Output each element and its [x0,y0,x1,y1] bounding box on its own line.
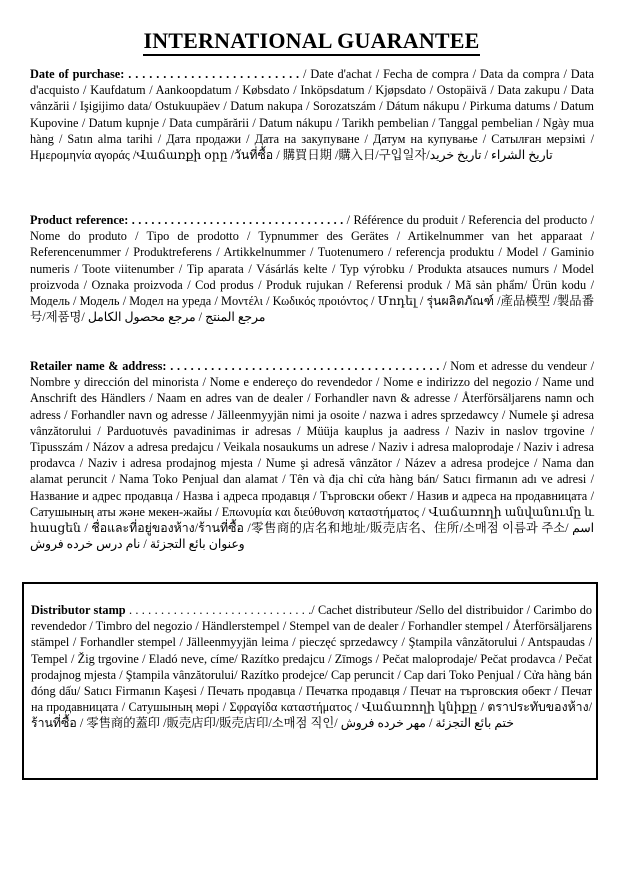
page-title-text: INTERNATIONAL GUARANTEE [143,28,479,56]
distributor-stamp-translations: . . . . . . . . . . . . . . . . . . . . . . . . . . . . ./ Cachet distributeur /Sello del distribuidor / Carimbo do revendedor / Timbro del negozio / Händlerstempel / Stempel van de dealer / Forhandler stempel / Återförsäljarens stämpel / Forhandler stempel / Jälleenmyyjän leima / pieczęć sprzedawcy / Ştampila vânzătorului / Antspaudas / Tempel / Žig trgovine / Eladó neve, címe/ Razítko predajcu / Zīmogs / Pečat maloprodaje/ Pečat prodavca / Pečat prodajnog mjesta / Ştampila vânzătorului/ Razítko prodejce/ Cap peruncit / Cap dari Toko Penjual / Cửa hàng bán đóng dấu/ Satıcı Firmanın Kaşesi / Печать продавца / Печатка продавця / Печат на търговския обект / Печат на продавницата / Сатушының мөрі / Σφραγίδα καταστήματος / Վաճառողի կնիքը / ตราประทับของห้าง/ร้านที่ซื้อ / 零售商的蓋印 /販売店印/販売店印/소매점 직인/ ختم بائع التجزئة / مهر خرده فروش [31,603,592,731]
page-title [0,28,623,54]
distributor-stamp-label: Distributor stamp [31,603,126,617]
retailer-section [30,358,594,552]
date-of-purchase-translations: / Date d'achat / Fecha de compra / Data da compra / Data d'acquisto / Kaufdatum / Aankoopdatum / Købsdato / Inköpsdatum / Kjøpsdato / Ostopäivä / Data zakupu / Data vânzării / Işigijimo data/ Ostukuupäev / Datum nakupa / Sorozatszám / Dátum nákupu / Pirkuma datums / Datum Kupovine / Datum kupnje / Data cumpărării / Datum nákupu / Tarikh pembelian / Tanggal pembelian / Ngày mua hàng / Satın alma tarihi / Дата продажи / Дата на закупуване / Датум на купување / Сатылған мерзімі / Ημερομηνία αγοράς /Վաճառքի օրը /วันที่ซื้อ / 購買日期 /購入日/구입일자/تاريخ الشراء / تاريخ خرید [30,67,594,163]
retailer-translations: / Nom et adresse du vendeur / Nombre y dirección del minorista / Nome e endereço do revendedor / Nome e indirizzo del negozio / Name und Anschrift des Händlers / Naam en adres van de dealer / Forhandler navn & adresse / Återförsäljarens namn och adress / Forhandler navn og adresse / Jälleenmyyjän nimi ja osoite / nazwa i adres sprzedawcy / Numele şi adresa vânzătorului / Parduotuvės pavadinimas ir adresas / Müüja kauplus ja aadress / Naziv in naslov trgovine / Tipusszám / Názov a adresa predajcu / Veikala nosaukums un adrese / Naziv i adresa maloprodaje / Naziv i adresa prodavca / Naziv i adresa prodajnog mjesta / Nume şi adresă vânzător / Název a adresa prodejce / Nama dan alamat peruncit / Nama Toko Penjual dan alamat / Tên và địa chỉ cửa hàng bán/ Satıcı firmanın adı ve adresi / Название и адрес продавца / Назва і адреса продавця / Търговски обект / Назив и адреса на продавницата / Сатушының аты және мекен-жайы / Επωνυμία και διεύθυνση καταστήματος / Վաճառողի անվանումը և հասցեն / ชื่อและที่อยู่ของห้าง/ร้านที่ซื้อ /零售商的店名和地址/販売店名、住所/소매점 이름과 주소/ اسم وعنوان بائع التجزئة / نام درس خرده فروش [30,359,594,552]
product-reference-label: Product reference: . . . . . . . . . . . . . . . . . . . . . . . . . . . . . . . . . [30,213,344,227]
date-of-purchase-label: Date of purchase: . . . . . . . . . . . . . . . . . . . . . . . . . [30,67,300,81]
retailer-label: Retailer name & address: . . . . . . . . . . . . . . . . . . . . . . . . . . . . . . . . . . . . . . . . [30,359,440,373]
distributor-stamp-box [22,582,598,780]
product-reference-section [30,212,594,325]
date-of-purchase-section [30,66,594,163]
product-reference-translations: / Référence du produit / Referencia del producto / Nome do produto / Tipo de prodotto / Typnummer des Gerätes / Artikelnummer van het apparaat / Referencenummer / Produktreferens / Artikkelnummer / Tuotenumero / referencja produktu / Model / Gaminio numeris / Toote viitenumber / Tip aparata / Vásárlás kelte / Typ výrobku / Produkta atsauces numurs / Model proizvoda / Oznaka proizvoda / Cod produs / Produk rujukan / Referensi produk / Mã sản phẩm/ Ürün kodu / Модель / Модель / Модел на уреда / Μοντέλι / Κωδικός προιόντος / Մոդել / รุ่นผลิตภัณฑ์ /產品模型 /製品番号/제품명/ مرجع المنتج / مرجع محصول الكامل [30,213,595,325]
distributor-stamp-section [31,602,592,732]
